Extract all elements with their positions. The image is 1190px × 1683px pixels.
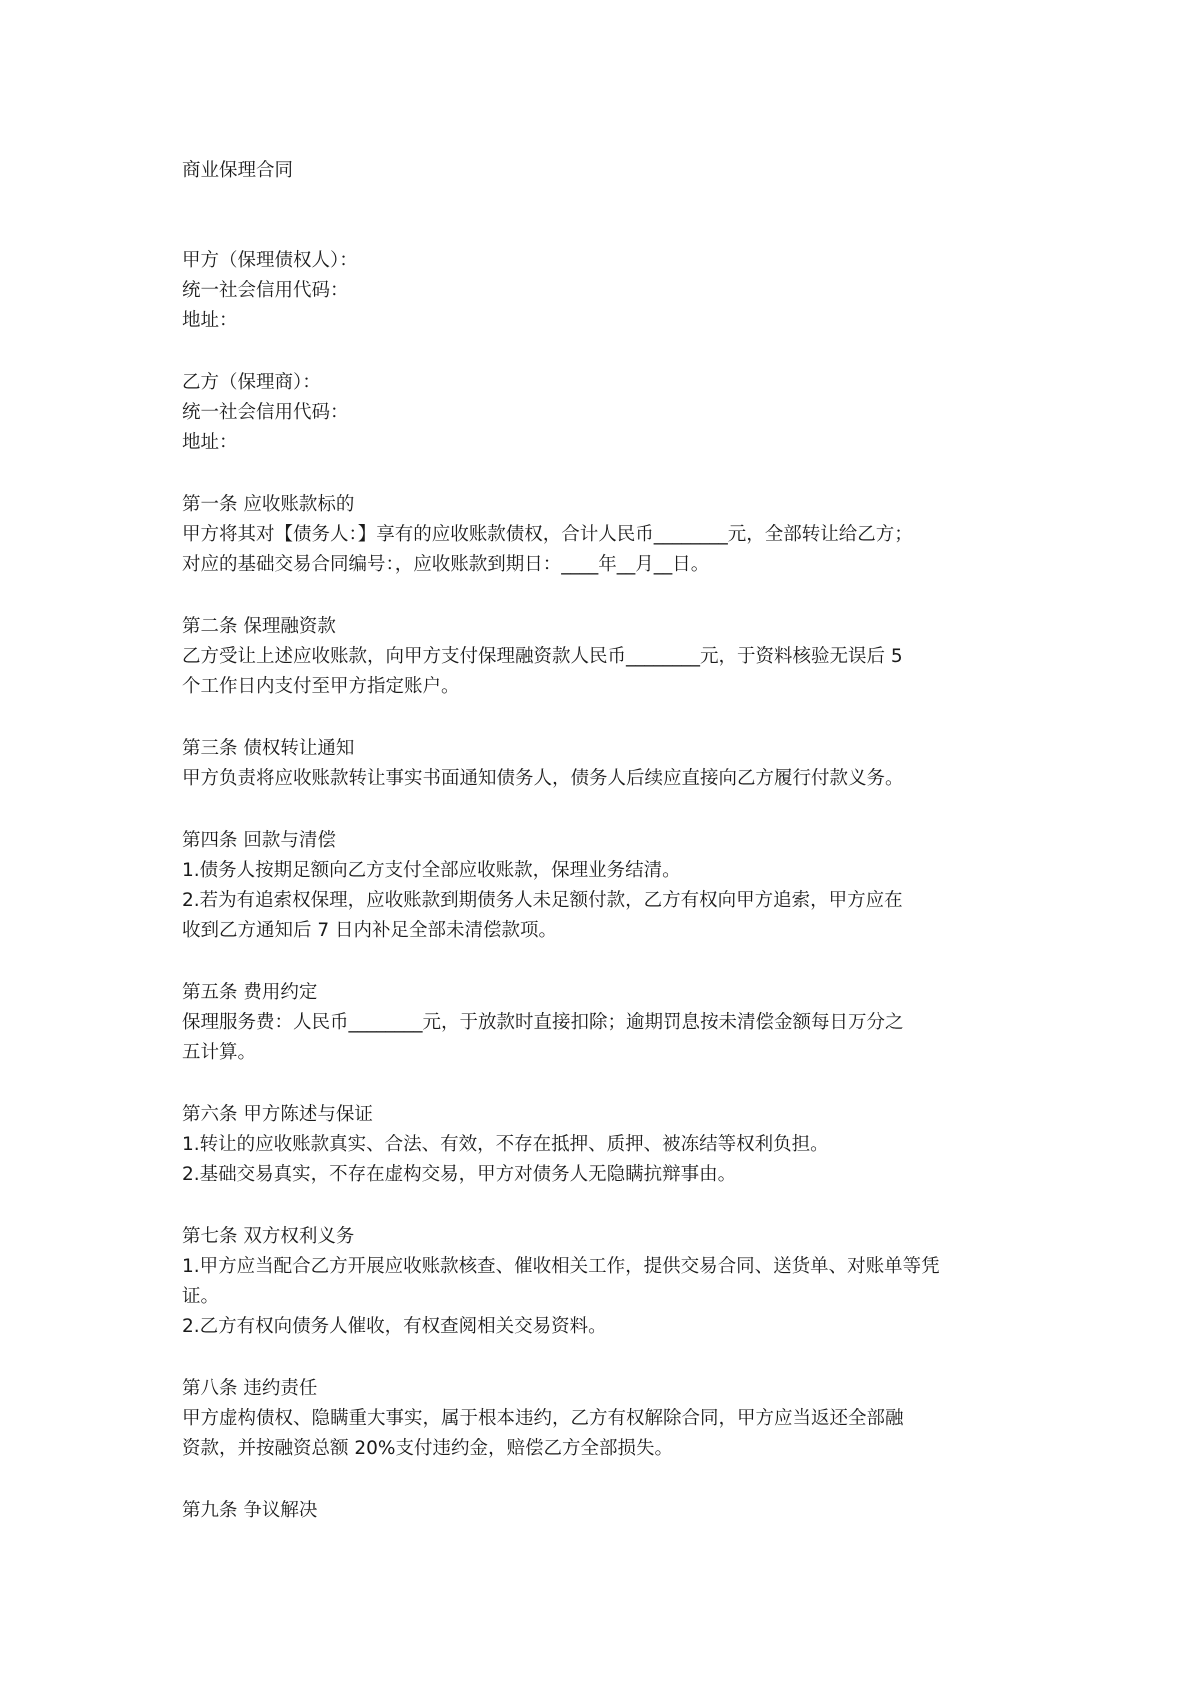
article-section — [182, 1222, 1022, 1342]
spacer — [182, 1068, 1022, 1100]
article-text-line: 甲方负责将应收账款转让事实书面通知债务人，债务人后续应直接向乙方履行付款义务。 — [182, 768, 904, 789]
party-a-address: 地址： — [182, 310, 238, 331]
article-text-line: 甲方将其对【债务人：】享有的应收账款债权，合计人民币________元，全部转让给乙方； — [182, 524, 913, 545]
spacer — [182, 1190, 1022, 1222]
article-heading: 第四条 回款与清偿 — [182, 830, 336, 851]
document-page — [182, 156, 1022, 1526]
article-text-line: 证。 — [182, 1286, 220, 1307]
article-text-line: 2.乙方有权向债务人催收，有权查阅相关交易资料。 — [182, 1316, 607, 1337]
spacer — [182, 1342, 1022, 1374]
article-text-line: 2.若为有追索权保理，应收账款到期债务人未足额付款，乙方有权向甲方追索，甲方应在 — [182, 890, 903, 911]
article-section — [182, 978, 1022, 1068]
article-heading: 第三条 债权转让通知 — [182, 738, 355, 759]
article-section — [182, 1496, 1022, 1526]
party-b-credit-code: 统一社会信用代码： — [182, 402, 349, 423]
article-text-line: 保理服务费：人民币________元，于放款时直接扣除；逾期罚息按未清偿金额每日万分之 — [182, 1012, 904, 1033]
article-section — [182, 1100, 1022, 1190]
articles-list — [182, 458, 1022, 1526]
article-heading: 第六条 甲方陈述与保证 — [182, 1104, 373, 1125]
spacer — [182, 186, 1022, 246]
article-text-line: 资款，并按融资总额 20%支付违约金，赔偿乙方全部损失。 — [182, 1438, 674, 1459]
article-section — [182, 490, 1022, 580]
article-text-line: 乙方受让上述应收账款，向甲方支付保理融资款人民币________元，于资料核验无误后 5 — [182, 646, 903, 667]
article-section — [182, 826, 1022, 946]
spacer — [182, 580, 1022, 612]
article-heading: 第八条 违约责任 — [182, 1378, 318, 1399]
article-text-line: 五计算。 — [182, 1042, 257, 1063]
article-text-line: 收到乙方通知后 7 日内补足全部未清偿款项。 — [182, 920, 558, 941]
article-text-line: 个工作日内支付至甲方指定账户。 — [182, 676, 460, 697]
article-text-line: 对应的基础交易合同编号：，应收账款到期日：____年__月__日。 — [182, 554, 710, 575]
article-section — [182, 612, 1022, 702]
party-b-label: 乙方（保理商）： — [182, 372, 321, 393]
article-heading: 第九条 争议解决 — [182, 1500, 318, 1521]
spacer — [182, 336, 1022, 368]
document-title: 商业保理合同 — [182, 160, 294, 181]
party-a-credit-code: 统一社会信用代码： — [182, 280, 349, 301]
party-b-block — [182, 368, 1022, 458]
article-section — [182, 1374, 1022, 1464]
article-heading: 第二条 保理融资款 — [182, 616, 336, 637]
party-a-block — [182, 246, 1022, 336]
spacer — [182, 1464, 1022, 1496]
spacer — [182, 946, 1022, 978]
spacer — [182, 702, 1022, 734]
article-heading: 第五条 费用约定 — [182, 982, 318, 1003]
party-a-label: 甲方（保理债权人）： — [182, 250, 358, 271]
article-heading: 第七条 双方权利义务 — [182, 1226, 355, 1247]
article-text-line: 2.基础交易真实，不存在虚构交易，甲方对债务人无隐瞒抗辩事由。 — [182, 1164, 737, 1185]
article-text-line: 1.债务人按期足额向乙方支付全部应收账款，保理业务结清。 — [182, 860, 681, 881]
party-b-address: 地址： — [182, 432, 238, 453]
spacer — [182, 458, 1022, 490]
article-text-line: 1.转让的应收账款真实、合法、有效，不存在抵押、质押、被冻结等权利负担。 — [182, 1134, 829, 1155]
spacer — [182, 794, 1022, 826]
article-text-line: 甲方虚构债权、隐瞒重大事实，属于根本违约，乙方有权解除合同，甲方应当返还全部融 — [182, 1408, 904, 1429]
article-heading: 第一条 应收账款标的 — [182, 494, 355, 515]
article-text-line: 1.甲方应当配合乙方开展应收账款核查、催收相关工作，提供交易合同、送货单、对账单等凭 — [182, 1256, 940, 1277]
article-section — [182, 734, 1022, 794]
